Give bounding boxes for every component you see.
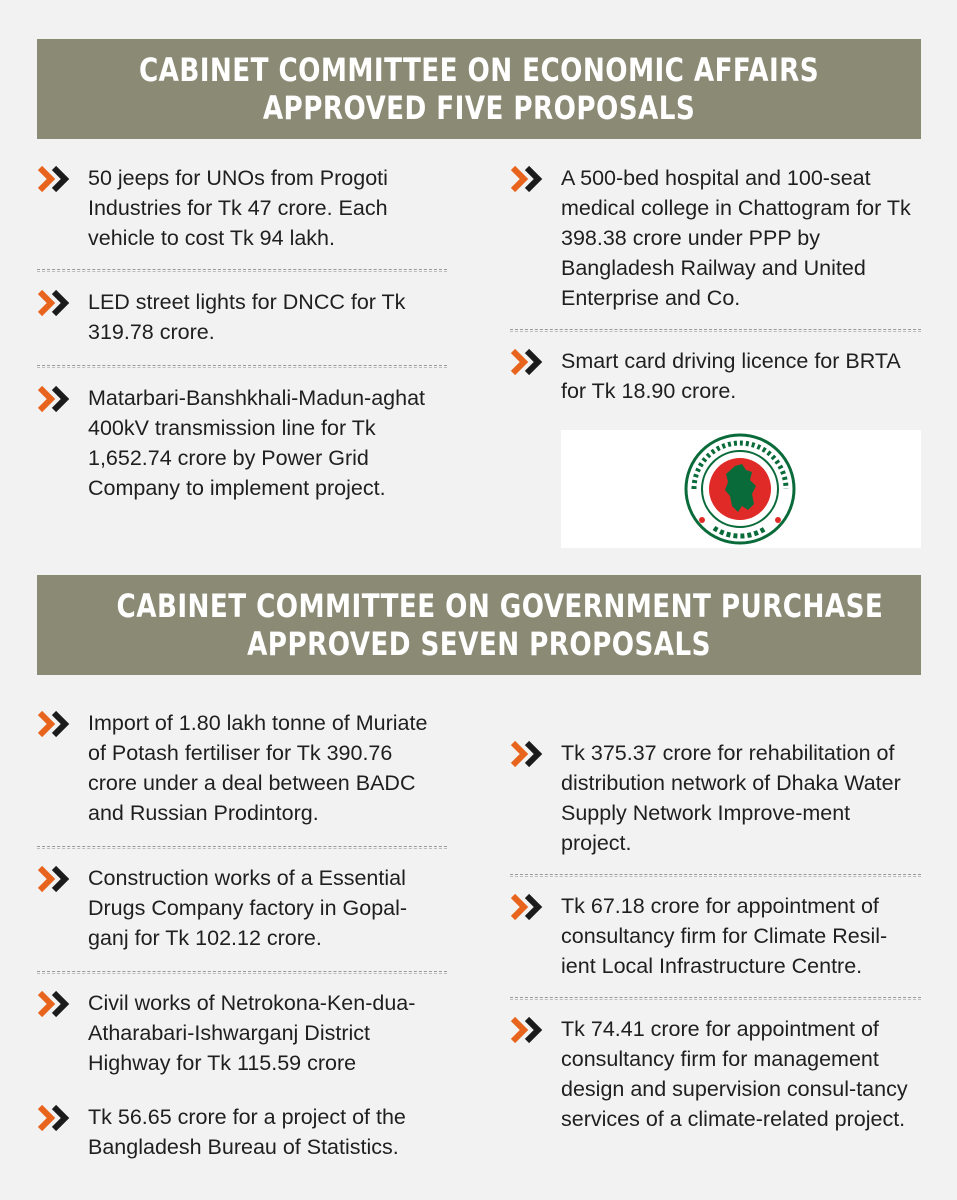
section2-left-column [37, 708, 447, 1162]
section2-right-column [510, 738, 921, 1134]
section2-header [37, 575, 921, 675]
item-text: Tk 375.37 crore for rehabilitation of distribution network of Dhaka Water Supply Network Improve-ment project. [561, 741, 901, 855]
item-text: Construction works of a Essential Drugs Company factory in Gopal-ganj for Tk 102.12 crore. [88, 866, 408, 950]
government-emblem [561, 430, 921, 548]
item-text: LED street lights for DNCC for Tk 319.78 crore. [88, 290, 406, 344]
list-item [37, 368, 447, 503]
list-item [37, 708, 447, 846]
section2-title-line2: APPROVED SEVEN PROPOSALS [247, 625, 711, 663]
list-item [510, 1000, 921, 1134]
section2-title-line1: CABINET COMMITTEE ON GOVERNMENT PURCHASE [116, 587, 884, 625]
chevron-right-icon [510, 165, 544, 193]
item-text: Tk 56.65 crore for a project of the Bangladesh Bureau of Statistics. [88, 1105, 406, 1159]
section1-left-column [37, 163, 447, 503]
chevron-right-icon [510, 1016, 544, 1044]
list-item [510, 163, 921, 329]
list-item [510, 332, 921, 406]
chevron-right-icon [37, 385, 71, 413]
section1-title-line1: CABINET COMMITTEE ON ECONOMIC AFFAIRS [138, 51, 820, 89]
list-item [37, 974, 447, 1102]
list-item [510, 738, 921, 874]
item-text: Tk 74.41 crore for appointment of consultancy firm for management design and supervision consul-tancy services of a climate-related project. [561, 1017, 908, 1131]
section1-title-line2: APPROVED FIVE PROPOSALS [262, 89, 696, 127]
list-item [37, 163, 447, 269]
chevron-right-icon [37, 865, 71, 893]
section1-right-column [510, 163, 921, 406]
item-text: Import of 1.80 lakh tonne of Muriate of Potash fertiliser for Tk 390.76 crore under a deal between BADC and Russian Prodintorg. [88, 711, 428, 825]
list-item [37, 272, 447, 365]
chevron-right-icon [37, 165, 71, 193]
item-text: Matarbari-Banshkhali-Madun-aghat 400kV transmission line for Tk 1,652.74 crore by Power Grid Company to implement project. [88, 386, 426, 500]
chevron-right-icon [37, 990, 71, 1018]
section1-header [37, 39, 921, 139]
item-text: 50 jeeps for UNOs from Progoti Industries for Tk 47 crore. Each vehicle to cost Tk 94 lakh. [88, 166, 388, 250]
chevron-right-icon [510, 348, 544, 376]
list-item [37, 849, 447, 971]
chevron-right-icon [510, 893, 544, 921]
chevron-right-icon [37, 1104, 71, 1132]
chevron-right-icon [510, 740, 544, 768]
item-text: Civil works of Netrokona-Ken-dua-Atharabari-Ishwarganj District Highway for Tk 115.59 crore [88, 991, 416, 1075]
list-item [37, 1102, 447, 1162]
list-item [510, 877, 921, 997]
item-text: Smart card driving licence for BRTA for Tk 18.90 crore. [561, 349, 900, 403]
item-text: Tk 67.18 crore for appointment of consultancy firm for Climate Resil-ient Local Infrastructure Centre. [561, 894, 888, 978]
government-seal-icon [680, 432, 800, 546]
chevron-right-icon [37, 710, 71, 738]
chevron-right-icon [37, 289, 71, 317]
item-text: A 500-bed hospital and 100-seat medical college in Chattogram for Tk 398.38 crore under PPP by Bangladesh Railway and United Enterprise and Co. [561, 166, 911, 310]
